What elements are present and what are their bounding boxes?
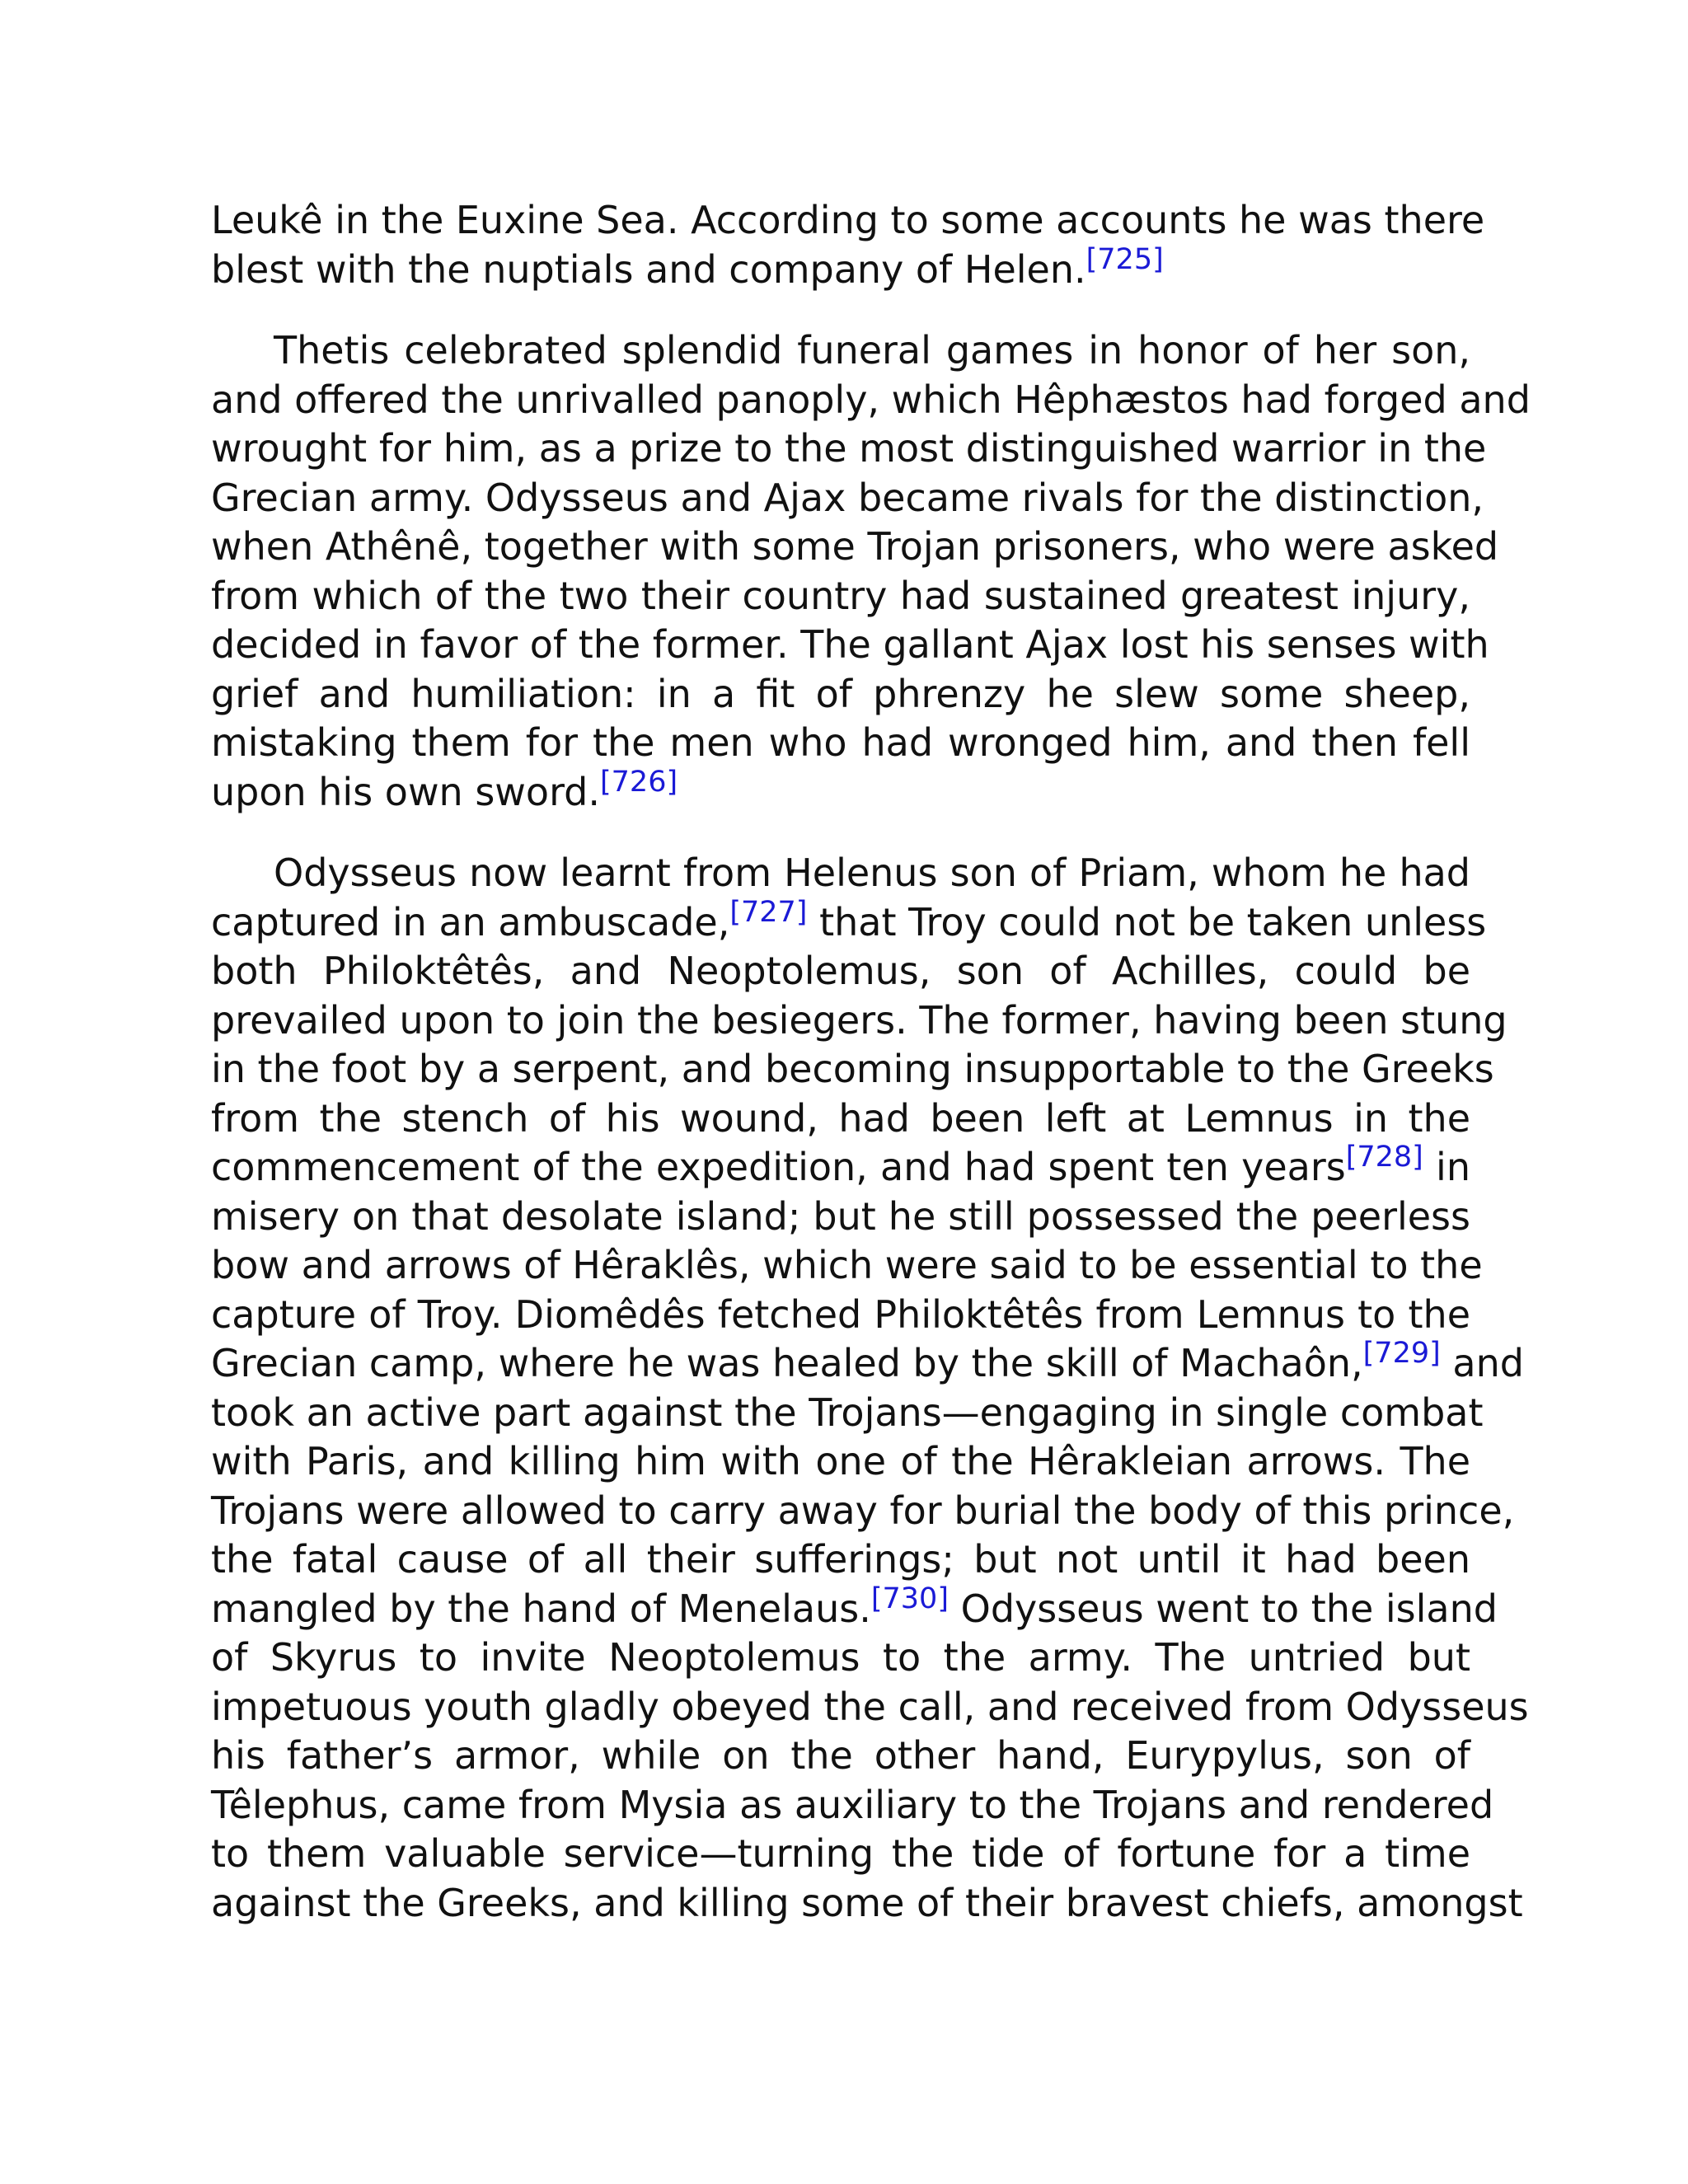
line-text: wrought for him, as a prize to the most distinguished warrior in the (211, 426, 1487, 471)
line-text: misery on that desolate island; but he still possessed the peerless (211, 1193, 1470, 1239)
line-text: captured in an ambuscade, (211, 899, 730, 944)
line-text: that Troy could not be taken unless (807, 899, 1487, 944)
text-line (211, 1683, 1529, 1732)
footnote-link[interactable]: [730] (870, 1582, 949, 1615)
text-line (211, 1241, 1483, 1291)
footnote-link[interactable]: [725] (1085, 242, 1164, 276)
line-text: Odysseus went to the island (948, 1586, 1498, 1631)
text-line (211, 849, 1470, 898)
text-line (211, 242, 1470, 295)
line-text: capture of Troy. Diomêdês fetched Philoktêtês from Lemnus to the (211, 1291, 1470, 1337)
text-line (211, 196, 1485, 246)
line-text: took an active part against the Trojans—engaging in single combat (211, 1390, 1484, 1435)
book-page (211, 196, 1531, 1928)
text-line (211, 572, 1470, 621)
text-line (211, 474, 1484, 523)
line-text: decided in favor of the former. The gallant Ajax lost his senses with (211, 622, 1489, 667)
text-line (211, 1094, 1470, 1144)
line-text: Têlephus, came from Mysia as auxiliary to the Trojans and rendered (211, 1782, 1494, 1827)
text-line (211, 765, 1470, 818)
footnote-link[interactable]: [729] (1362, 1337, 1441, 1370)
text-line (211, 1830, 1470, 1879)
text-line (211, 719, 1470, 768)
text-line (211, 1193, 1470, 1242)
text-line (211, 376, 1531, 425)
text-line (211, 1781, 1494, 1830)
text-line (211, 1143, 1470, 1193)
line-text: in (1423, 1145, 1470, 1189)
line-text: grief and humiliation: in a fit of phrenzy he slew some sheep, (211, 671, 1470, 716)
text-line (211, 895, 1487, 948)
line-text: from which of the two their country had sustained greatest injury, (211, 573, 1470, 618)
text-line (211, 523, 1499, 572)
text-line (211, 947, 1470, 996)
text-line (211, 1045, 1494, 1094)
line-text: from the stench of his wound, had been left at Lemnus in the (211, 1095, 1470, 1141)
line-text: and offered the unrivalled panoply, which Hêphæstos had forged and (211, 377, 1531, 422)
line-text: Grecian army. Odysseus and Ajax became rivals for the distinction, (211, 475, 1484, 520)
text-line (211, 1389, 1484, 1438)
footnote-link[interactable]: [726] (600, 765, 678, 799)
text-line (211, 670, 1470, 719)
line-text: to them valuable service—turning the tide of fortune for a time (211, 1831, 1470, 1876)
text-line (211, 1633, 1470, 1683)
line-text: blest with the nuptials and company of Helen. (211, 246, 1086, 292)
line-text: impetuous youth gladly obeyed the call, and received from Odysseus (211, 1684, 1529, 1729)
line-text: his father’s armor, while on the other hand, Eurypylus, son of (211, 1733, 1470, 1778)
line-text: upon his own sword. (211, 769, 600, 814)
line-text: the fatal cause of all their sufferings; but not until it had been (211, 1537, 1470, 1582)
line-text: Odysseus now learnt from Helenus son of Priam, whom he had (274, 851, 1470, 895)
text-line (211, 1437, 1470, 1487)
line-text: with Paris, and killing him with one of the Hêrakleian arrows. The (211, 1439, 1470, 1483)
footnote-link[interactable]: [727] (729, 895, 808, 929)
paragraph-1 (211, 196, 1485, 294)
line-text: Trojans were allowed to carry away for burial the body of this prince, (211, 1488, 1515, 1533)
line-text: both Philoktêtês, and Neoptolemus, son of Achilles, could be (211, 949, 1470, 993)
line-text: in the foot by a serpent, and becoming insupportable to the Greeks (211, 1047, 1494, 1091)
line-text: and (1440, 1341, 1524, 1385)
line-text: Grecian camp, where he was healed by the skill of Machaôn, (211, 1341, 1363, 1385)
text-line (211, 1487, 1515, 1536)
line-text: bow and arrows of Hêraklês, which were said to be essential to the (211, 1243, 1483, 1287)
line-text: prevailed upon to join the besiegers. The former, having been stung (211, 997, 1507, 1043)
text-line (211, 1337, 1524, 1389)
line-text: mistaking them for the men who had wronged him, and then fell (211, 720, 1470, 765)
text-line (211, 1535, 1470, 1585)
paragraph-2 (211, 326, 1531, 817)
text-line (211, 1291, 1470, 1340)
paragraph-3 (211, 849, 1529, 1928)
text-line (211, 1879, 1523, 1929)
text-line (211, 1582, 1498, 1634)
line-text: when Athênê, together with some Trojan prisoners, who were asked (211, 524, 1499, 569)
footnote-link[interactable]: [728] (1345, 1141, 1423, 1174)
line-text: mangled by the hand of Menelaus. (211, 1586, 871, 1631)
text-line (211, 1732, 1470, 1781)
line-text: against the Greeks, and killing some of their bravest chiefs, amongst (211, 1880, 1523, 1925)
text-line (211, 621, 1489, 670)
line-text: Thetis celebrated splendid funeral games in honor of her son, (274, 328, 1470, 373)
text-line (211, 424, 1487, 474)
line-text: commencement of the expedition, and had spent ten years (211, 1145, 1346, 1189)
text-line (211, 326, 1470, 376)
text-line (211, 996, 1507, 1046)
line-text: Leukê in the Euxine Sea. According to some accounts he was there (211, 198, 1485, 242)
line-text: of Skyrus to invite Neoptolemus to the army. The untried but (211, 1635, 1470, 1680)
